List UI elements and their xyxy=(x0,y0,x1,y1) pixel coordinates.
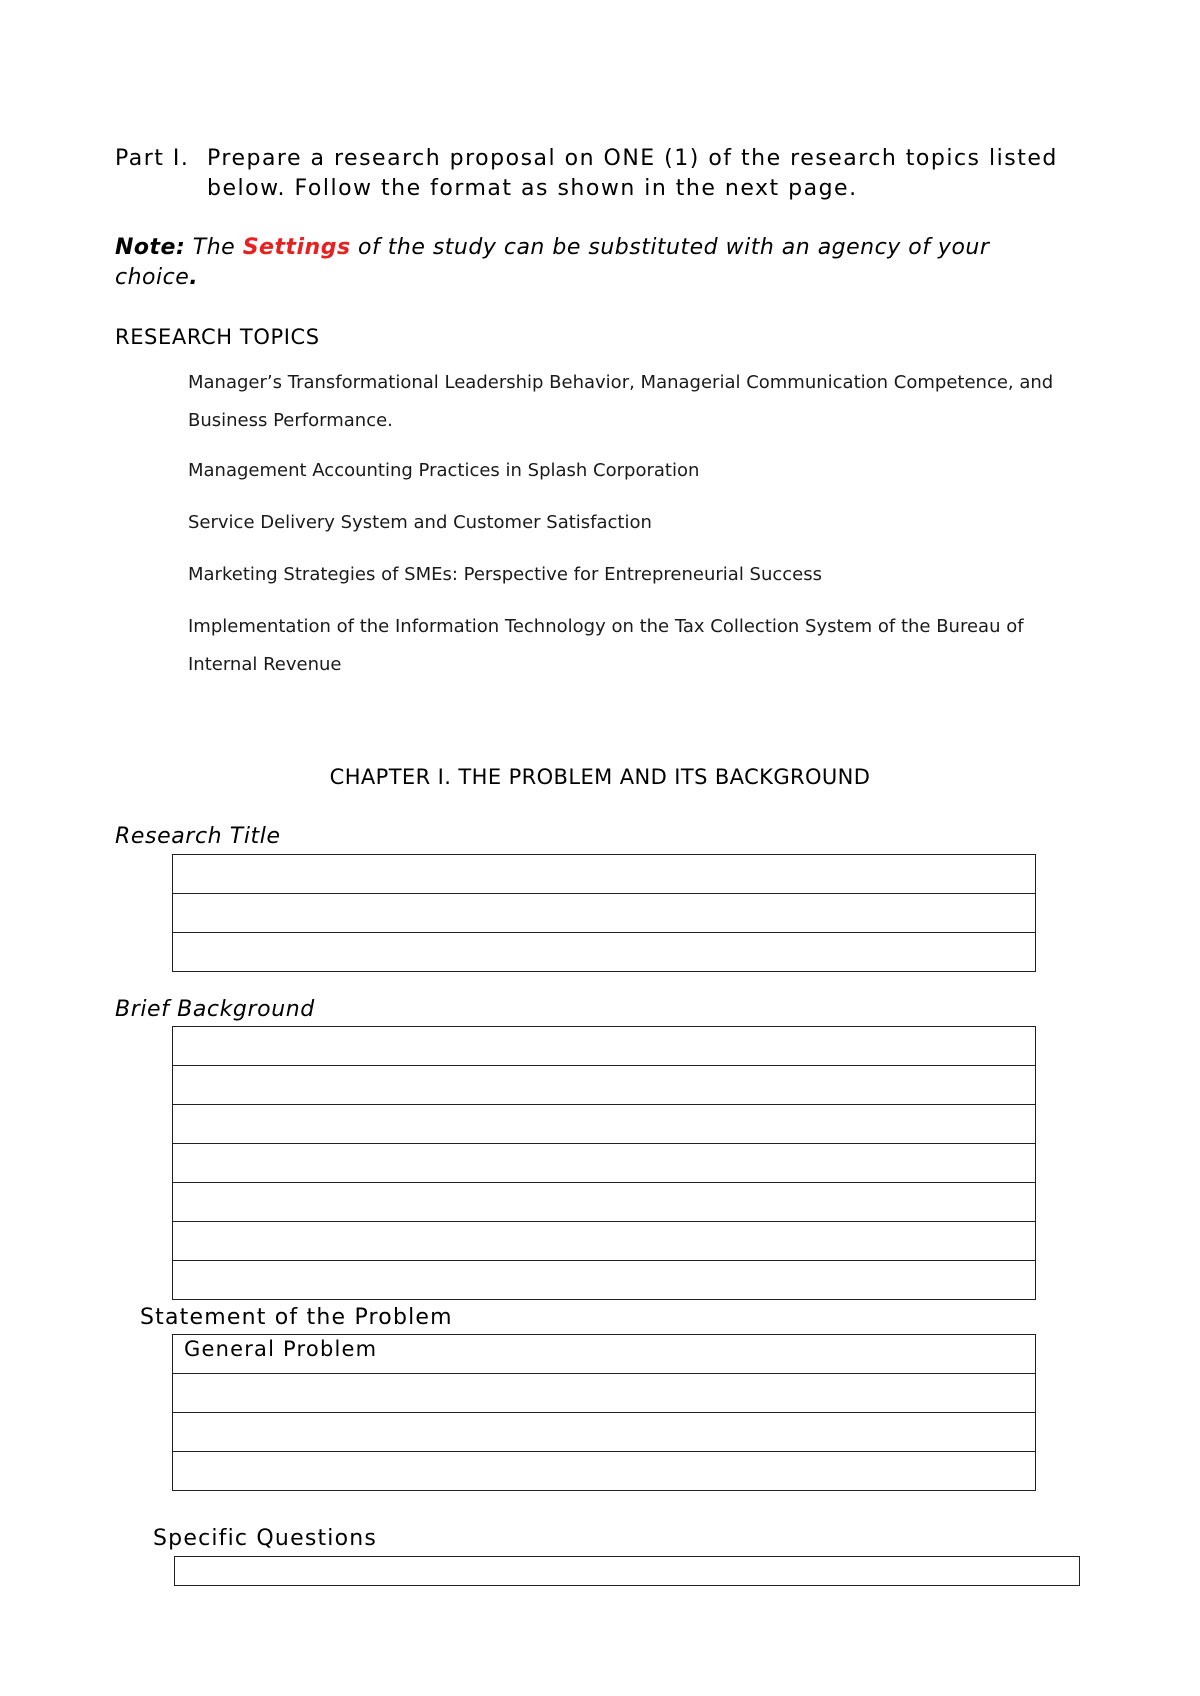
research-topics-heading: RESEARCH TOPICS xyxy=(115,325,320,349)
part-label: Part I. xyxy=(115,146,190,171)
part-instruction xyxy=(115,144,1058,204)
brief-background-row[interactable] xyxy=(173,1066,1036,1105)
note-text3: choice xyxy=(115,265,190,290)
brief-background-row[interactable] xyxy=(173,1027,1036,1066)
topic-item: Marketing Strategies of SMEs: Perspective for Entrepreneurial Success xyxy=(188,564,823,585)
topic-item: Service Delivery System and Customer Satisfaction xyxy=(188,512,652,533)
part-instruction-line2: below. Follow the format as shown in the next page. xyxy=(207,176,858,201)
research-title-table xyxy=(172,854,1036,972)
brief-background-row[interactable] xyxy=(173,1183,1036,1222)
general-problem-row[interactable] xyxy=(173,1374,1036,1413)
research-title-row[interactable] xyxy=(173,894,1036,933)
general-problem-row[interactable] xyxy=(173,1452,1036,1491)
brief-background-row[interactable] xyxy=(173,1222,1036,1261)
statement-of-problem-heading: Statement of the Problem xyxy=(140,1305,453,1330)
general-problem-row[interactable] xyxy=(173,1413,1036,1452)
topic-item: Manager’s Transformational Leadership Behavior, Managerial Communication Competence, and Business Performance. xyxy=(188,372,1054,431)
note-text1: The xyxy=(192,235,236,260)
brief-background-row[interactable] xyxy=(173,1144,1036,1183)
specific-questions-heading: Specific Questions xyxy=(153,1526,378,1551)
brief-background-row[interactable] xyxy=(173,1105,1036,1144)
topic-item: Implementation of the Information Technology on the Tax Collection System of the Bureau of Internal Revenue xyxy=(188,616,1024,675)
general-problem-label: General Problem xyxy=(173,1335,1036,1374)
part-instruction-line1: Prepare a research proposal on ONE (1) of the research topics listed xyxy=(207,146,1058,171)
research-title-heading: Research Title xyxy=(115,824,281,849)
topic-item: Management Accounting Practices in Splash Corporation xyxy=(188,460,700,481)
note-end: . xyxy=(189,265,199,290)
research-title-row[interactable] xyxy=(173,855,1036,894)
brief-background-heading: Brief Background xyxy=(115,997,315,1022)
general-problem-table xyxy=(172,1334,1036,1491)
brief-background-row[interactable] xyxy=(173,1261,1036,1300)
note xyxy=(115,233,1075,293)
note-text2: of the study can be substituted with an agency of your xyxy=(358,235,990,260)
note-settings-highlight: Settings xyxy=(242,235,351,260)
research-title-row[interactable] xyxy=(173,933,1036,972)
specific-questions-table xyxy=(174,1556,1080,1586)
note-prefix: Note: xyxy=(115,235,186,260)
brief-background-table xyxy=(172,1026,1036,1300)
specific-questions-row[interactable] xyxy=(175,1557,1080,1586)
chapter-title: CHAPTER I. THE PROBLEM AND ITS BACKGROUND xyxy=(329,765,871,789)
